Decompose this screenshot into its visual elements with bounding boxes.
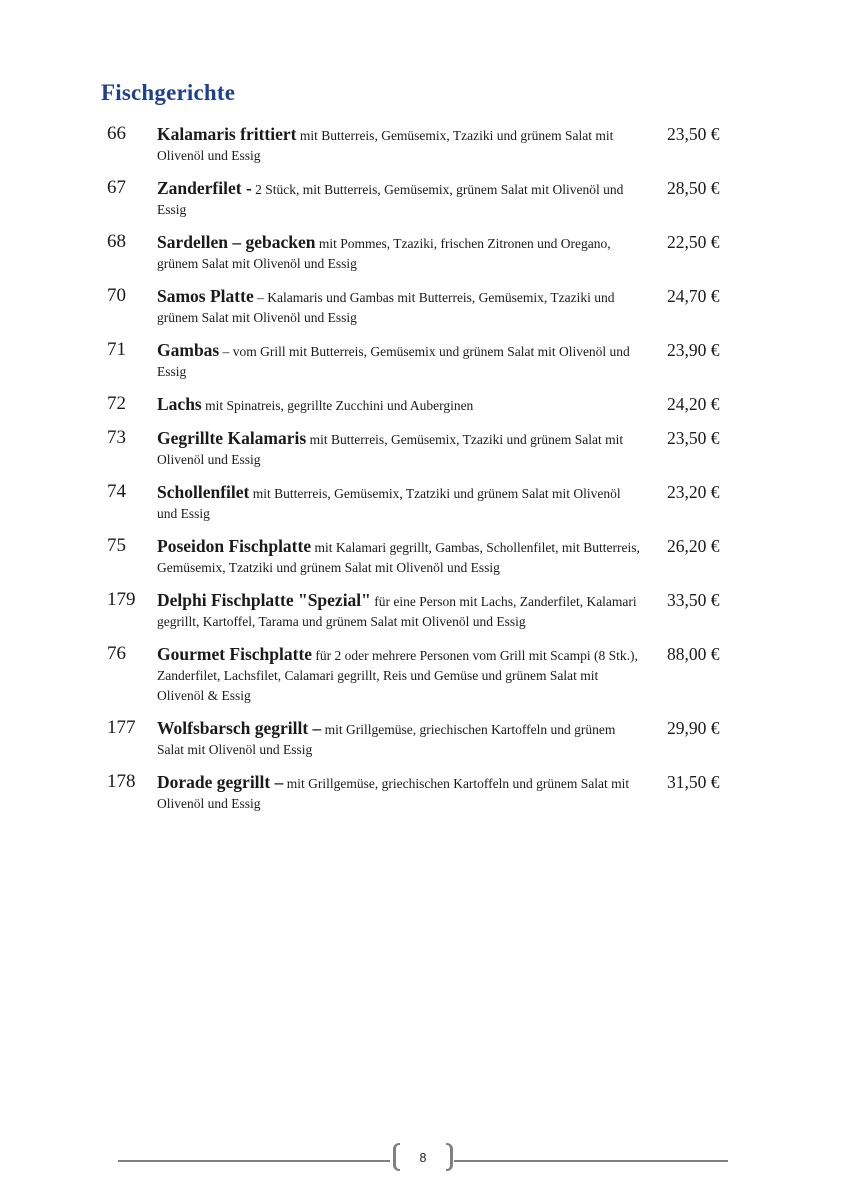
item-text: [157, 482, 642, 524]
item-price: 26,20 €: [667, 536, 720, 556]
item-number: 72: [107, 393, 126, 414]
item-name: Wolfsbarsch gegrillt –: [157, 718, 322, 738]
item-text: [157, 178, 642, 220]
item-number: 74: [107, 481, 126, 502]
item-text: [157, 340, 642, 382]
item-description: mit Spinatreis, gegrillte Zucchini und Auberginen: [201, 398, 474, 413]
item-number: 67: [107, 177, 126, 198]
item-text: [157, 394, 642, 416]
page-footer: [118, 1142, 728, 1176]
item-name: Delphi Fischplatte "Spezial": [157, 590, 371, 610]
item-description: – Kalamaris und Gambas mit Butterreis, Gemüsemix, Tzaziki und grünem Salat mit Olivenöl und Essig: [157, 290, 615, 325]
item-text: [157, 718, 642, 760]
item-number: 68: [107, 231, 126, 252]
menu-item: [0, 772, 846, 814]
page-number: 8: [419, 1151, 427, 1165]
item-name: Sardellen – gebacken: [157, 232, 316, 252]
item-text: [157, 124, 642, 166]
item-price: 29,90 €: [667, 718, 720, 738]
item-price: 23,20 €: [667, 482, 720, 502]
item-description: mit Butterreis, Gemüsemix, Tzaziki und grünem Salat mit Olivenöl und Essig: [157, 432, 624, 467]
item-number: 178: [107, 771, 136, 792]
item-name: Samos Platte: [157, 286, 254, 306]
footer-rule-right: [454, 1160, 728, 1162]
item-name: Gourmet Fischplatte: [157, 644, 313, 664]
item-number: 70: [107, 285, 126, 306]
item-number: 71: [107, 339, 126, 360]
item-text: [157, 644, 642, 706]
left-brace-icon: [393, 1143, 400, 1171]
item-text: [157, 232, 642, 274]
item-name: Lachs: [157, 394, 202, 414]
right-brace-icon: [446, 1143, 453, 1171]
item-name: Dorade gegrillt –: [157, 772, 284, 792]
item-price: 23,50 €: [667, 428, 720, 448]
item-name: Zanderfilet -: [157, 178, 252, 198]
menu-item: [0, 232, 846, 274]
menu-item: [0, 124, 846, 166]
item-text: [157, 590, 642, 632]
item-number: 177: [107, 717, 136, 738]
item-number: 73: [107, 427, 126, 448]
menu-item: [0, 590, 846, 632]
item-number: 75: [107, 535, 126, 556]
section-title: Fischgerichte: [101, 80, 236, 105]
item-price: 31,50 €: [667, 772, 720, 792]
menu-item: [0, 286, 846, 328]
item-price: 88,00 €: [667, 644, 720, 664]
menu-item: [0, 718, 846, 760]
menu-item: [0, 340, 846, 382]
item-name: Schollenfilet: [157, 482, 250, 502]
item-price: 23,50 €: [667, 124, 720, 144]
item-description: mit Grillgemüse, griechischen Kartoffeln und grünem Salat mit Olivenöl und Essig: [157, 722, 616, 757]
item-description: mit Pommes, Tzaziki, frischen Zitronen und Oregano, grünem Salat mit Olivenöl und Essig: [157, 236, 611, 271]
item-description: mit Butterreis, Gemüsemix, Tzaziki und grünem Salat mit Olivenöl und Essig: [157, 128, 614, 163]
item-name: Gegrillte Kalamaris: [157, 428, 307, 448]
item-description: mit Kalamari gegrillt, Gambas, Schollenfilet, mit Butterreis, Gemüsemix, Tzatziki und grünem Salat mit Olivenöl und Essig: [157, 540, 640, 575]
item-description: mit Grillgemüse, griechischen Kartoffeln und grünem Salat mit Olivenöl und Essig: [157, 776, 630, 811]
footer-rule-left: [118, 1160, 390, 1162]
item-description: für 2 oder mehrere Personen vom Grill mit Scampi (8 Stk.), Zanderfilet, Lachsfilet, Calamari gegrillt, Reis und Gemüse und grünem Salat mit Olivenöl & Essig: [157, 648, 638, 703]
item-description: mit Butterreis, Gemüsemix, Tzatziki und grünem Salat mit Olivenöl und Essig: [157, 486, 621, 521]
item-price: 22,50 €: [667, 232, 720, 252]
menu-item: [0, 394, 846, 416]
item-description: 2 Stück, mit Butterreis, Gemüsemix, grünem Salat mit Olivenöl und Essig: [157, 182, 624, 217]
item-number: 66: [107, 123, 126, 144]
item-number: 76: [107, 643, 126, 664]
menu-list: [0, 124, 846, 826]
item-description: für eine Person mit Lachs, Zanderfilet, Kalamari gegrillt, Kartoffel, Tarama und grünem Salat mit Olivenöl und Essig: [157, 594, 637, 629]
item-text: [157, 428, 642, 470]
menu-item: [0, 178, 846, 220]
item-price: 24,70 €: [667, 286, 720, 306]
item-price: 33,50 €: [667, 590, 720, 610]
menu-item: [0, 644, 846, 706]
menu-item: [0, 482, 846, 524]
item-text: [157, 286, 642, 328]
item-price: 23,90 €: [667, 340, 720, 360]
item-price: 24,20 €: [667, 394, 720, 414]
item-description: – vom Grill mit Butterreis, Gemüsemix und grünem Salat mit Olivenöl und Essig: [157, 344, 630, 379]
item-text: [157, 772, 642, 814]
item-price: 28,50 €: [667, 178, 720, 198]
item-name: Kalamaris frittiert: [157, 124, 297, 144]
item-number: 179: [107, 589, 136, 610]
menu-item: [0, 536, 846, 578]
menu-item: [0, 428, 846, 470]
item-text: [157, 536, 642, 578]
item-name: Poseidon Fischplatte: [157, 536, 312, 556]
item-name: Gambas: [157, 340, 220, 360]
